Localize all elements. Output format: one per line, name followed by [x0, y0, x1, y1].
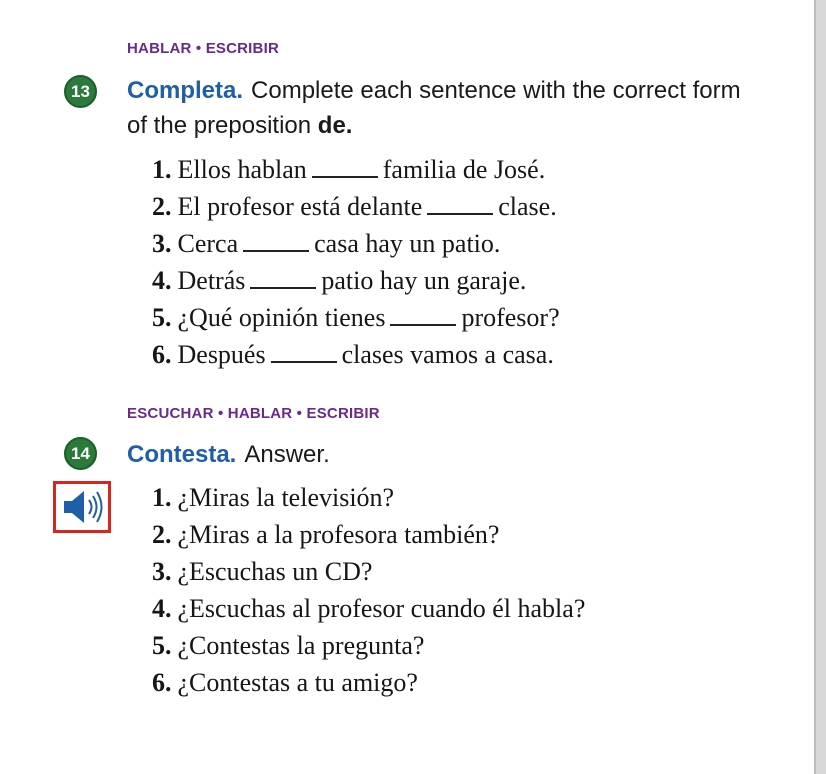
item-text-before: Después: [177, 340, 266, 369]
exercise-item: [152, 479, 585, 516]
answer-blank: [427, 193, 493, 215]
speaker-icon: [60, 486, 104, 528]
item-text-after: patio hay un garaje.: [321, 266, 527, 295]
item-number: 4.: [152, 594, 172, 623]
exercise-item: [152, 664, 585, 701]
answer-blank: [243, 230, 309, 252]
exercise-item: [152, 262, 560, 299]
item-number: 5.: [152, 631, 172, 660]
item-text: ¿Escuchas al profesor cuando él habla?: [177, 594, 586, 623]
exercise-item: [152, 516, 585, 553]
activity-number-badge: 13: [64, 75, 97, 108]
exercise-item: [152, 299, 560, 336]
exercise-item: [152, 151, 560, 188]
item-text-after: clase.: [498, 192, 557, 221]
instruction-keyword: de.: [317, 112, 353, 139]
activity-title: Completa.: [127, 77, 244, 104]
item-number: 6.: [152, 340, 172, 369]
answer-blank: [390, 304, 456, 326]
skills-label: ESCUCHAR • HABLAR • ESCRIBIR: [127, 405, 380, 422]
exercise-item: [152, 590, 585, 627]
answer-blank: [250, 267, 316, 289]
exercise-item: [152, 627, 585, 664]
item-text-before: ¿Qué opinión tienes: [177, 303, 386, 332]
item-text-after: casa hay un patio.: [314, 229, 501, 258]
item-number: 6.: [152, 668, 172, 697]
exercise-list: [152, 151, 560, 373]
activity-heading: [127, 437, 747, 472]
item-text: ¿Miras a la profesora también?: [177, 520, 500, 549]
item-text-before: Detrás: [177, 266, 246, 295]
skills-label: HABLAR • ESCRIBIR: [127, 40, 279, 57]
exercise-item: [152, 553, 585, 590]
item-number: 2.: [152, 192, 172, 221]
activity-number-badge: 14: [64, 437, 97, 470]
exercise-item: [152, 188, 560, 225]
item-number: 3.: [152, 557, 172, 586]
item-number: 1.: [152, 155, 172, 184]
answer-blank: [271, 341, 337, 363]
item-text-after: clases vamos a casa.: [341, 340, 554, 369]
exercise-item: [152, 336, 560, 373]
activity-title: Contesta.: [127, 441, 237, 468]
item-number: 3.: [152, 229, 172, 258]
item-number: 2.: [152, 520, 172, 549]
item-text: ¿Escuchas un CD?: [177, 557, 373, 586]
item-number: 5.: [152, 303, 172, 332]
activity-instruction: Complete each sentence with the correct form of the preposition: [127, 77, 741, 139]
item-text-before: Ellos hablan: [177, 155, 307, 184]
item-text-after: familia de José.: [382, 155, 546, 184]
item-number: 4.: [152, 266, 172, 295]
page-edge: [814, 0, 826, 774]
item-text: ¿Miras la televisión?: [177, 483, 395, 512]
exercise-list: [152, 479, 585, 701]
audio-play-button[interactable]: [53, 481, 111, 533]
item-text-before: Cerca: [177, 229, 239, 258]
exercise-item: [152, 225, 560, 262]
item-text: ¿Contestas a tu amigo?: [177, 668, 418, 697]
answer-blank: [312, 156, 378, 178]
item-text-before: El profesor está delante: [177, 192, 423, 221]
activity-heading: [127, 73, 747, 143]
item-text: ¿Contestas la pregunta?: [177, 631, 425, 660]
activity-instruction: Answer.: [244, 441, 330, 468]
item-number: 1.: [152, 483, 172, 512]
item-text-after: profesor?: [461, 303, 560, 332]
